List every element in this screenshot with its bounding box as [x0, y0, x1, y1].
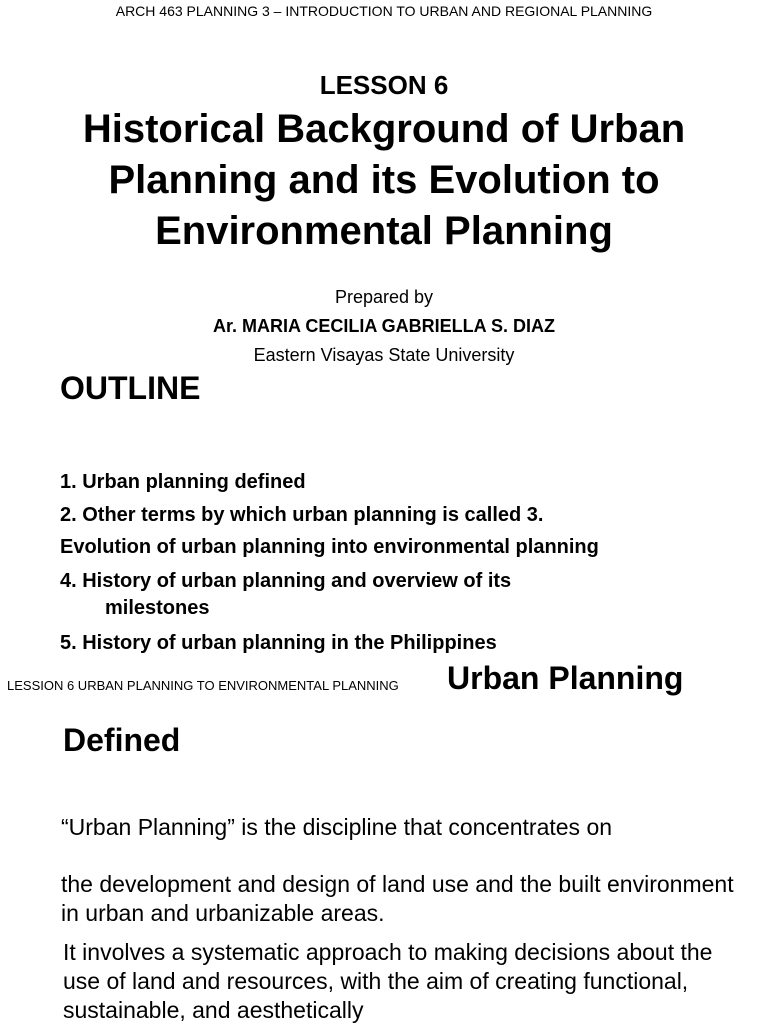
footer-label: LESSION 6 URBAN PLANNING TO ENVIRONMENTAL PLANNING [7, 678, 399, 693]
section-title: Urban Planning [447, 660, 684, 696]
institution-name: Eastern Visayas State University [253, 345, 515, 365]
outline-item: 1. Urban planning defined [60, 471, 306, 493]
prepared-by-label: Prepared by [334, 287, 434, 307]
outline-item: 4. History of urban planning and overview of its [60, 570, 512, 592]
outline-item: 2. Other terms by which urban planning is called 3. [60, 504, 544, 526]
body-paragraph: the development and design of land use and the built environment in urban and urbanizable areas. [61, 871, 734, 926]
lesson-title: Historical Background of Urban Planning and its Evolution to Environmental Planning [82, 107, 686, 253]
outline-item: Evolution of urban planning into environmental planning [60, 536, 599, 558]
outline-item-continuation: milestones [105, 597, 210, 619]
section-title-continued: Defined [63, 722, 181, 758]
lesson-number: LESSON 6 [319, 70, 449, 100]
author-name: Ar. MARIA CECILIA GABRIELLA S. DIAZ [213, 316, 555, 336]
course-header: ARCH 463 PLANNING 3 – INTRODUCTION TO URBAN AND REGIONAL PLANNING [115, 3, 653, 19]
body-paragraph: “Urban Planning” is the discipline that concentrates on [61, 814, 613, 840]
body-paragraph: It involves a systematic approach to making decisions about the use of land and resources, with the aim of creating functional, sustainable, and aesthetically [63, 939, 713, 1023]
outline-item: 5. History of urban planning in the Philippines [60, 632, 497, 654]
outline-heading: OUTLINE [60, 370, 201, 406]
